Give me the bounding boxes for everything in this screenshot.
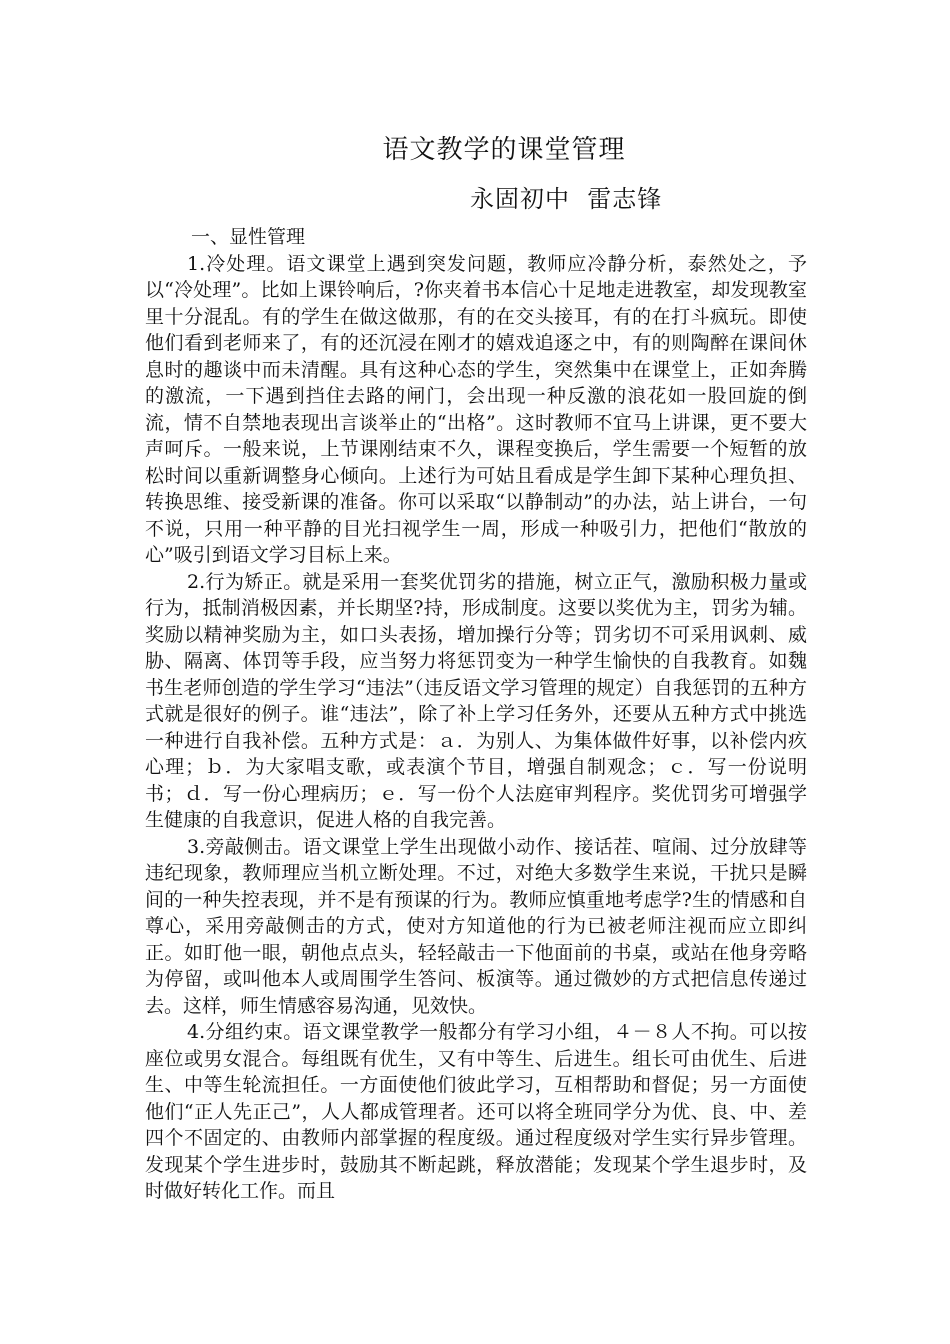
paragraph-1: 1.冷处理。语文课堂上遇到突发问题，教师应冷静分析，泰然处之，予以“冷处理”。比如上课铃响后，?你夹着书本信心十足地走进教室，却发现教室里十分混乱。有的学生在做这做那，有的在交头接耳，有的在打斗疯玩。即使他们看到老师来了，有的还沉浸在刚才的嬉戏追逐之中，有的则陶醉在课间休息时的趣谈中而未清醒。具有这种心态的学生，突然集中在课堂上，正如奔腾的激流，一下遇到挡住去路的闸门，会出现一种反激的浪花如一股回旋的倒流，情不自禁地表现出言谈举止的“出格”。这时教师不宜马上讲课，更不要大声呵斥。一般来说，上节课刚结束不久，课程变换后，学生需要一个短暂的放松时间以重新调整身心倾向。上述行为可姑且看成是学生卸下某种心理负担、转换思维、接受新课的准备。你可以采取“以静制动”的办法，站上讲台，一句不说，只用一种平静的目光扫视学生一周，形成一种吸引力，把他们“散放的心”吸引到语文学习目标上来。 [145,252,807,566]
paragraph-2: 2.行为矫正。就是采用一套奖优罚劣的措施，树立正气，激励积极力量或行为，抵制消极因素，并长期坚?持，形成制度。这要以奖优为主，罚劣为辅。奖励以精神奖励为主，如口头表扬，增加操行分等；罚劣切不可采用讽刺、威胁、隔离、体罚等手段，应当努力将惩罚变为一种学生愉快的自我教育。如魏书生老师创造的学生学习“违法”（违反语文学习管理的规定）自我惩罚的五种方式就是很好的例子。谁“违法”，除了补上学习任务外，还要从五种方式中挑选一种进行自我补偿。五种方式是：ａ．为别人、为集体做件好事，以补偿内疚心理；ｂ．为大家唱支歌，或表演个节目，增强自制观念；ｃ．写一份说明书；ｄ．写一份心理病历；ｅ．写一份个人法庭审判程序。奖优罚劣可增强学生健康的自我意识，促进人格的自我完善。 [145,570,807,831]
paragraph-3: 3.旁敲侧击。语文课堂上学生出现做小动作、接话茬、喧闹、过分放肆等违纪现象，教师理应当机立断处理。不过，对绝大多数学生来说，干扰只是瞬间的一种失控表现，并不是有预谋的行为。教师应慎重地考虑学?生的情感和自尊心，采用旁敲侧击的方式，使对方知道他的行为已被老师注视而应立即纠正。如盯他一眼，朝他点点头，轻轻敲击一下他面前的书桌，或站在他身旁略为停留，或叫他本人或周围学生答问、板演等。通过微妙的方式把信息传递过去。这样，师生情感容易沟通，见效快。 [145,835,807,1017]
section-heading: 一、显性管理 [191,226,306,248]
document-body [145,224,807,1205]
document-author: 永固初中 雷志锋 [470,185,663,213]
document-title: 语文教学的课堂管理 [382,135,626,165]
paragraph-4: 4.分组约束。语文课堂教学一般都分有学习小组，４－８人不拘。可以按座位或男女混合。每组既有优生，又有中等生、后进生。组长可由优生、后进生、中等生轮流担任。一方面使他们彼此学习，互相帮助和督促；另一方面使他们“正人先正己”，人人都成管理者。还可以将全班同学分为优、良、中、差四个不固定的、由教师内部掌握的程度级。通过程度级对学生实行异步管理。发现某个学生进步时，鼓励其不断起跳，释放潜能；发现某个学生退步时，及时做好转化工作。而且 [145,1021,807,1202]
